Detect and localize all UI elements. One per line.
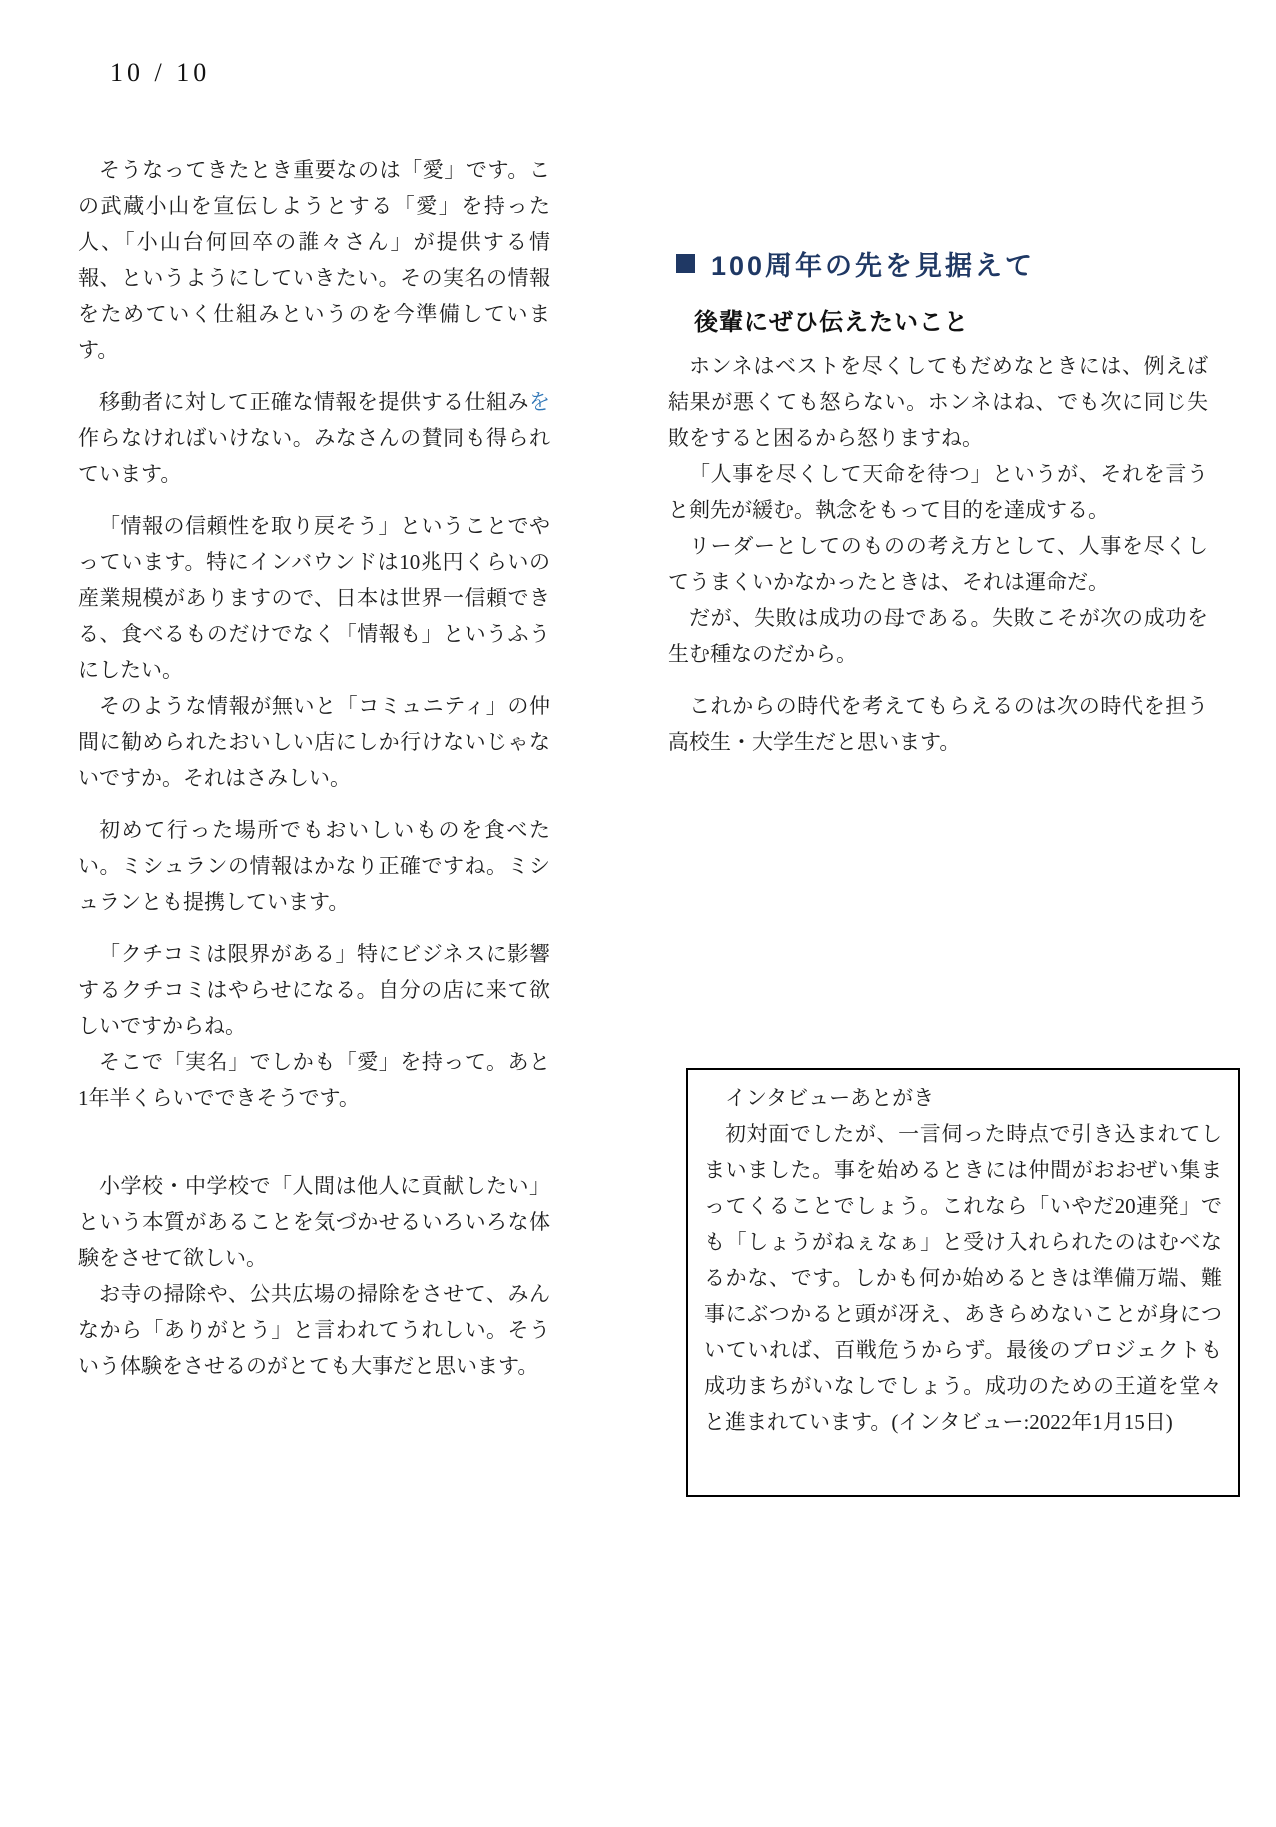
afterword-title: インタビューあとがき: [725, 1086, 935, 1110]
left-column: [78, 152, 550, 1384]
square-bullet-icon: [676, 254, 695, 273]
paragraph: 「人事を尽くして天命を待つ」というが、それを言うと剣先が緩む。執念をもって目的を達成する。: [668, 462, 1208, 522]
paragraph: お寺の掃除や、公共広場の掃除をさせて、みんなから「ありがとう」と言われてうれしい。そういう体験をさせるのがとても大事だと思います。: [78, 1282, 550, 1378]
paragraph: 「情報の信頼性を取り戻そう」ということでやっています。特にインバウンドは10兆円くらいの産業規模がありますので、日本は世界一信頼できる、食べるものだけでなく「情報も」というふうにしたい。: [78, 514, 550, 682]
afterword-body: 初対面でしたが、一言伺った時点で引き込まれてしまいました。事を始めるときには仲間がおおぜい集まってくることでしょう。これなら「いやだ20連発」でも「しょうがねぇなぁ」と受け入れられたのはむべなるかな、です。しかも何か始めるときは準備万端、難事にぶつかると頭が冴え、あきらめないことが身についていれば、百戦危うからず。最後のプロジェクトも成功まちがいなしでしょう。成功のための王道を堂々と進まれています。(インタビュー:2022年1月15日): [704, 1122, 1222, 1434]
sub-heading: 後輩にぜひ伝えたいこと: [694, 309, 969, 336]
paragraph: ホンネはベストを尽くしてもだめなときには、例えば結果が悪くても怒らない。ホンネはね、でも次に同じ失敗をすると困るから怒りますね。: [668, 354, 1208, 450]
paragraph: だが、失敗は成功の母である。失敗こそが次の成功を生む種なのだから。: [668, 606, 1208, 666]
section-heading-text: 100周年の先を見据えて: [711, 251, 1036, 281]
paragraph-text: 作らなければいけない。みなさんの賛同も得られています。: [78, 426, 550, 486]
right-column: [668, 348, 1208, 760]
paragraph: そうなってきたとき重要なのは「愛」です。この武蔵小山を宣伝しようとする「愛」を持った人、「小山台何回卒の誰々さん」が提供する情報、というようにしていきたい。その実名の情報をためていく仕組みというのを今準備しています。: [78, 158, 550, 362]
inline-colored-text: を: [529, 390, 550, 414]
afterword-box: [686, 1068, 1240, 1497]
paragraph: そこで「実名」でしかも「愛」を持って。あと1年半くらいでできそうです。: [78, 1050, 550, 1110]
paragraph: 小学校・中学校で「人間は他人に貢献したい」という本質があることを気づかせるいろいろな体験をさせて欲しい。: [78, 1174, 550, 1270]
paragraph: リーダーとしてのものの考え方として、人事を尽くしてうまくいかなかったときは、それは運命だ。: [668, 534, 1208, 594]
paragraph-text: 移動者に対して正確な情報を提供する仕組み: [99, 390, 529, 414]
page-number: 10 / 10: [110, 58, 211, 87]
paragraph: 初めて行った場所でもおいしいものを食べたい。ミシュランの情報はかなり正確ですね。ミシュランとも提携しています。: [78, 818, 550, 914]
paragraph: [78, 384, 550, 492]
paragraph: 「クチコミは限界がある」特にビジネスに影響するクチコミはやらせになる。自分の店に来て欲しいですからね。: [78, 942, 550, 1038]
paragraph: そのような情報が無いと「コミュニティ」の仲間に勧められたおいしい店にしか行けないじゃないですか。それはさみしい。: [78, 694, 550, 790]
paragraph: これからの時代を考えてもらえるのは次の時代を担う高校生・大学生だと思います。: [668, 694, 1208, 754]
section-heading: [676, 244, 1035, 283]
